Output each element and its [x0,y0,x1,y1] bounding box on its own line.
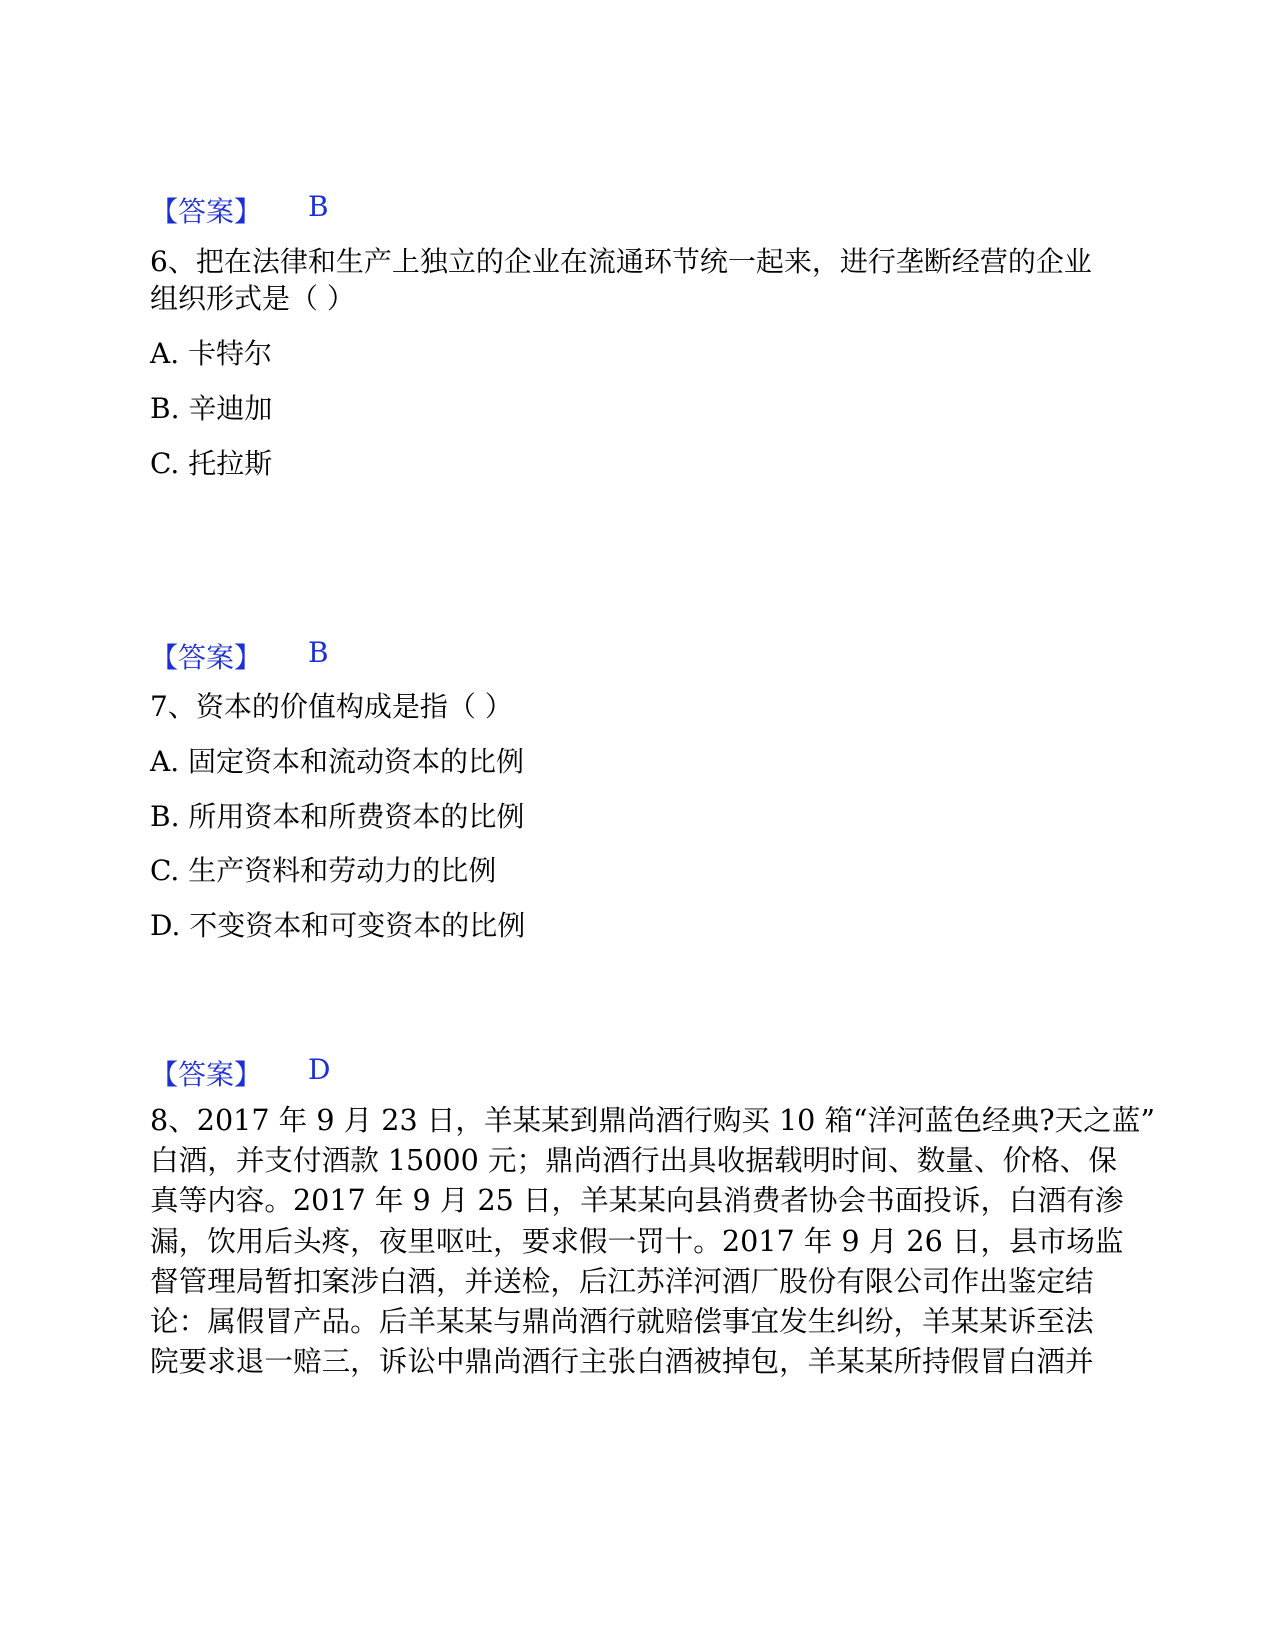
answer-value: B [308,636,329,669]
question-7-option-a: A. 固定资本和流动资本的比例 [150,745,525,778]
question-8-line: 院要求退一赔三，诉讼中鼎尚酒行主张白酒被掉包，羊某某所持假冒白酒并 [150,1344,1094,1379]
answer-block-q7 [150,1053,331,1093]
question-7-option-c: C. 生产资料和劳动力的比例 [150,854,497,887]
answer-value: D [308,1053,331,1086]
answer-value: B [308,190,329,223]
question-6-stem-line2: 组织形式是（ ） [150,282,355,315]
question-7-option-d: D. 不变资本和可变资本的比例 [150,909,526,942]
answer-label: 【答案】 [150,641,263,674]
question-6-stem-line1: 6、把在法律和生产上独立的企业在流通环节统一起来，进行垄断经营的企业 [150,245,1092,278]
question-8-line: 论：属假冒产品。后羊某某与鼎尚酒行就赔偿事宜发生纠纷，羊某某诉至法 [150,1303,1094,1338]
answer-label: 【答案】 [150,1058,263,1091]
question-8-line: 真等内容。2017 年 9 月 25 日，羊某某向县消费者协会书面投诉，白酒有渗 [150,1183,1124,1218]
question-8-line: 漏，饮用后头疼，夜里呕吐，要求假一罚十。2017 年 9 月 26 日，县市场监 [150,1223,1124,1258]
question-8-paragraph [150,1100,1155,1381]
question-6-option-a: A. 卡特尔 [150,337,273,370]
question-7-stem: 7、资本的价值构成是指（ ） [150,690,513,723]
question-7-option-b: B. 所用资本和所费资本的比例 [150,800,525,833]
answer-label: 【答案】 [150,195,263,228]
question-8-line: 白酒，并支付酒款 15000 元；鼎尚酒行出具收据载明时间、数量、价格、保 [150,1143,1117,1178]
question-6-option-c: C. 托拉斯 [150,447,273,480]
answer-block-q5 [150,190,329,230]
question-6-option-b: B. 辛迪加 [150,392,273,425]
question-8-line: 督管理局暂扣案涉白酒，并送检，后江苏洋河酒厂股份有限公司作出鉴定结 [150,1263,1094,1298]
answer-block-q6 [150,636,329,676]
question-8-line: 8、2017 年 9 月 23 日，羊某某到鼎尚酒行购买 10 箱“洋河蓝色经典?天之蓝” [150,1103,1155,1137]
